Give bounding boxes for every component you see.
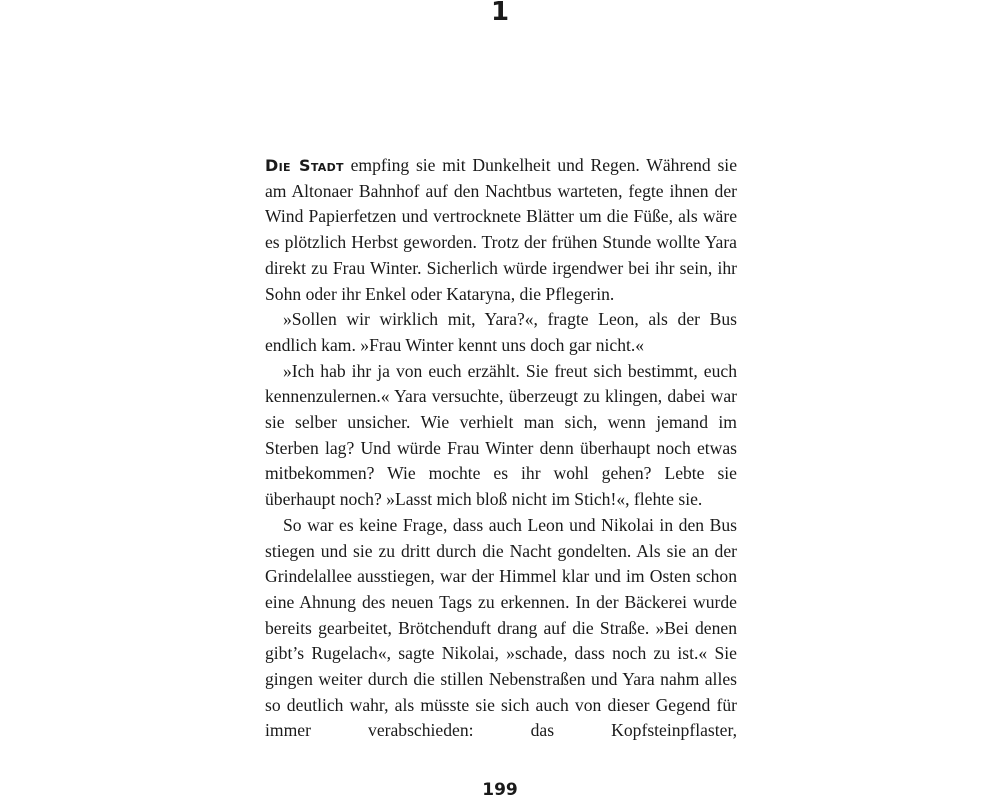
paragraph-1	[265, 153, 737, 307]
paragraph-2: »Sollen wir wirklich mit, Yara?«, fragte Leon, als der Bus endlich kam. »Frau Winter kennt uns doch gar nicht.«	[265, 309, 737, 355]
paragraph-3: »Ich hab ihr ja von euch erzählt. Sie freut sich bestimmt, euch kennenzulernen.« Yara versuchte, überzeugt zu klingen, dabei war sie selber unsicher. Wie verhielt man sich, wenn jemand im Sterben lag? Und würde Frau Winter denn überhaupt noch etwas mitbekommen? Wie mochte es ihr wohl gehen? Lebte sie überhaupt noch? »Lasst mich bloß nicht im Stich!«, flehte sie.	[265, 360, 737, 510]
paragraph-1-text: empfing sie mit Dunkelheit und Regen. Während sie am Altonaer Bahnhof auf den Nachtbus warteten, fegte ihnen der Wind Papierfetzen und vertrocknete Blätter um die Füße, als wäre es plötzlich Herbst geworden. Trotz der frühen Stunde wollte Yara direkt zu Frau Winter. Sicherlich würde irgendwer bei ihr sein, ihr Sohn oder ihr Enkel oder Kataryna, die Pflegerin.	[265, 155, 737, 304]
chapter-opening-words: Die Stadt	[265, 156, 344, 175]
page-number: 199	[482, 780, 518, 800]
paragraph-4: So war es keine Frage, dass auch Leon und Nikolai in den Bus stiegen und sie zu dritt durch die Nacht gondelten. Als sie an der Grindelallee ausstiegen, war der Himmel klar und im Osten schon eine Ahnung des neuen Tags zu erkennen. In der Bäckerei wurde bereits gearbeitet, Brötchenduft drang auf die Straße. »Bei denen gibt’s Rugelach«, sagte Nikolai, »schade, dass noch zu ist.« Sie gingen weiter durch die stillen Nebenstraßen und Yara nahm alles so deutlich wahr, als müsste sie sich auch von dieser Gegend für immer verabschieden: das Kopfsteinpflaster,	[265, 514, 737, 741]
chapter-number: 1	[490, 0, 510, 27]
body-text	[265, 153, 737, 744]
